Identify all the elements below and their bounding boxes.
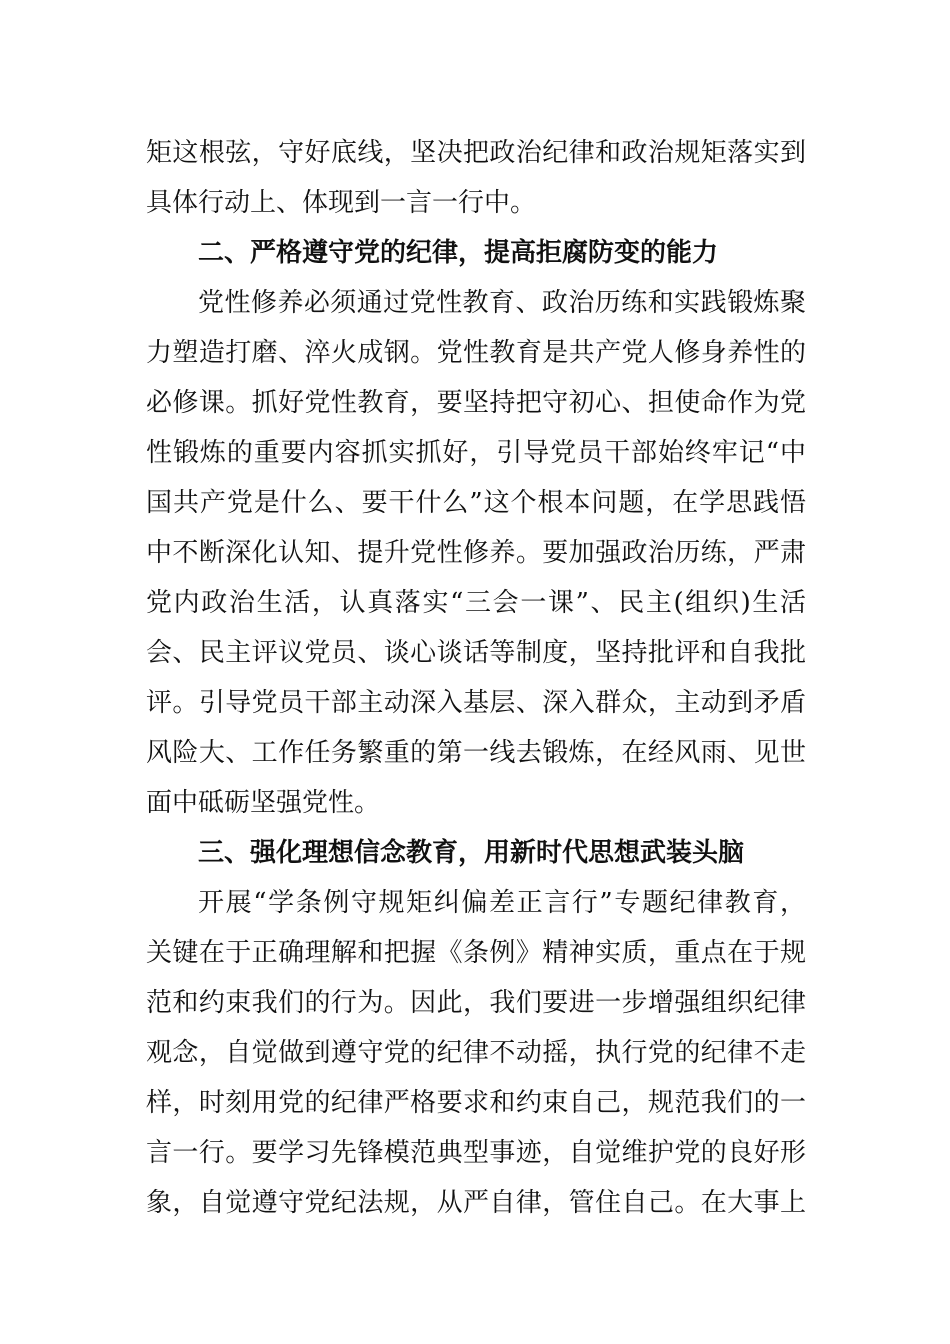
text-line: 必修课。抓好党性教育，要坚持把守初心、担使命作为党 <box>146 388 806 418</box>
text-line: 风险大、工作任务繁重的第一线去锻炼，在经风雨、见世 <box>146 738 806 768</box>
text-line: 关键在于正确理解和把握《条例》精神实质，重点在于规 <box>146 938 806 968</box>
text-line: 观念，自觉做到遵守党的纪律不动摇，执行党的纪律不走 <box>146 1038 806 1068</box>
text-line: 性锻炼的重要内容抓实抓好，引导党员干部始终牢记“中 <box>146 438 806 468</box>
text-line: 具体行动上、体现到一言一行中。 <box>146 188 537 218</box>
text-line: 范和约束我们的行为。因此，我们要进一步增强组织纪律 <box>146 988 806 1018</box>
text-line: 国共产党是什么、要干什么”这个根本问题，在学思践悟 <box>146 488 806 518</box>
text-line: 会、民主评议党员、谈心谈话等制度，坚持批评和自我批 <box>146 638 806 668</box>
text-line: 力塑造打磨、淬火成钢。党性教育是共产党人修身养性的 <box>146 338 806 368</box>
text-line: 中不断深化认知、提升党性修养。要加强政治历练，严肃 <box>146 538 806 568</box>
text-line: 言一行。要学习先锋模范典型事迹，自觉维护党的良好形 <box>146 1138 806 1168</box>
section-heading: 二、严格遵守党的纪律，提高拒腐防变的能力 <box>198 238 719 268</box>
text-line: 党性修养必须通过党性教育、政治历练和实践锻炼聚 <box>198 288 806 318</box>
text-line: 评。引导党员干部主动深入基层、深入群众，主动到矛盾 <box>146 688 806 718</box>
text-line: 样，时刻用党的纪律严格要求和约束自己，规范我们的一 <box>146 1088 806 1118</box>
text-line: 面中砥砺坚强党性。 <box>146 788 381 818</box>
text-line: 开展“学条例守规矩纠偏差正言行”专题纪律教育， <box>198 888 806 918</box>
text-line: 党内政治生活，认真落实“三会一课”、民主(组织)生活 <box>146 588 806 618</box>
section-heading: 三、强化理想信念教育，用新时代思想武装头脑 <box>198 838 745 868</box>
text-line: 矩这根弦，守好底线，坚决把政治纪律和政治规矩落实到 <box>146 138 806 168</box>
text-line: 象，自觉遵守党纪法规，从严自律，管住自己。在大事上 <box>146 1188 806 1218</box>
